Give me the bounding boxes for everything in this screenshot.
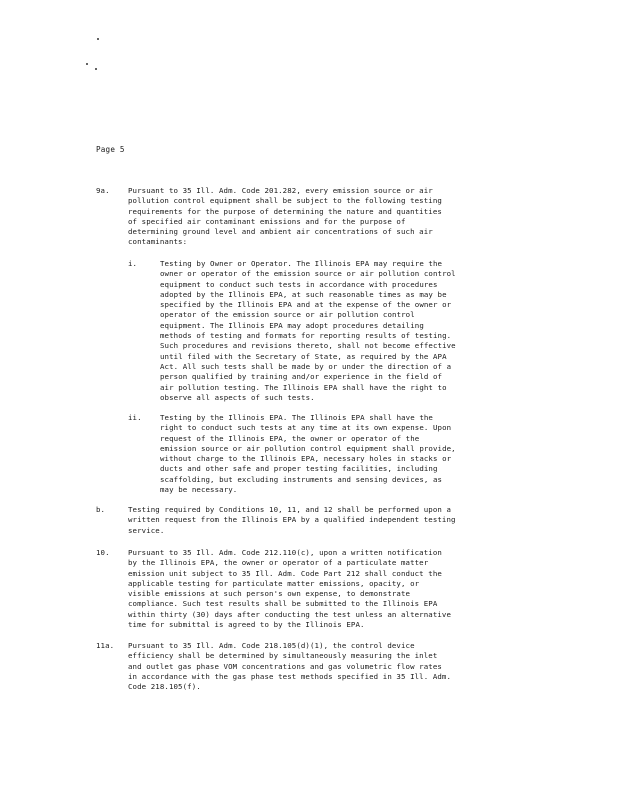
paragraph-text: Testing by the Illinois EPA. The Illinois EPA shall have the right to conduct such tests at any time at its own expense. Upon request of the Illinois EPA, the owner or operator of the emission source or air pollution control equipment shall provide, without charge to the Illinois EPA, necessary holes in stacks or ducts and other safe and proper testing facilities, including scaffolding, but excluding instruments and sensing devices, as may be necessary.	[160, 413, 456, 495]
scan-speck	[86, 63, 88, 65]
paragraph-text: Testing required by Conditions 10, 11, and 12 shall be performed upon a written request from the Illinois EPA by a qualified independent testing service.	[128, 505, 456, 535]
scan-speck	[97, 38, 99, 40]
page-number: Page 5	[96, 145, 125, 154]
paragraph-text: Pursuant to 35 Ill. Adm. Code 201.282, every emission source or air pollution control equipment shall be subject to the following testing requirements for the purpose of determining the nature and quantities of specified air contaminant emissions and for the purpose of determining ground level and ambient air concentrations of such air contaminants:	[128, 186, 442, 247]
paragraph-number: ii.	[128, 413, 142, 422]
paragraph-number: 11a.	[96, 641, 115, 650]
paragraph-text: Pursuant to 35 Ill. Adm. Code 212.110(c), upon a written notification by the Illinois EPA, the owner or operator of a particulate matter emission unit subject to 35 Ill. Adm. Code Part 212 shall conduct the applicable testing for particulate matter emissions, opacity, or visible emissions at such person's own expense, to demonstrate compliance. Such test results shall be submitted to the Illinois EPA within thirty (30) days after conducting the test unless an alternative time for submittal is agreed to by the Illinois EPA.	[128, 548, 452, 630]
paragraph-number: 10.	[96, 548, 110, 557]
scan-speck	[95, 68, 97, 70]
paragraph-number: i.	[128, 259, 138, 268]
paragraph-text: Testing by Owner or Operator. The Illinois EPA may require the owner or operator of the emission source or air pollution control equipment to conduct such tests in accordance with procedures adopted by the Illinois EPA, at such reasonable times as may be specified by the Illinois EPA and at the expense of the owner or operator of the emission source or air pollution control equipment. The Illinois EPA may adopt procedures detailing methods of testing and formats for reporting results of testing. Such procedures and revisions thereto, shall not become effective until filed with the Secretary of State, as required by the APA Act. All such tests shall be made by or under the direction of a person qualified by training and/or experience in the field of air pollution testing. The Illinois EPA shall have the right to observe all aspects of such tests.	[160, 259, 456, 402]
paragraph-text: Pursuant to 35 Ill. Adm. Code 218.105(d)(1), the control device efficiency shall be determined by simultaneously measuring the inlet and outlet gas phase VOM concentrations and gas volumetric flow rates in accordance with the gas phase test methods specified in 35 Ill. Adm. Code 218.105(f).	[128, 641, 452, 692]
paragraph-number: 9a.	[96, 186, 110, 195]
paragraph-number: b.	[96, 505, 106, 514]
